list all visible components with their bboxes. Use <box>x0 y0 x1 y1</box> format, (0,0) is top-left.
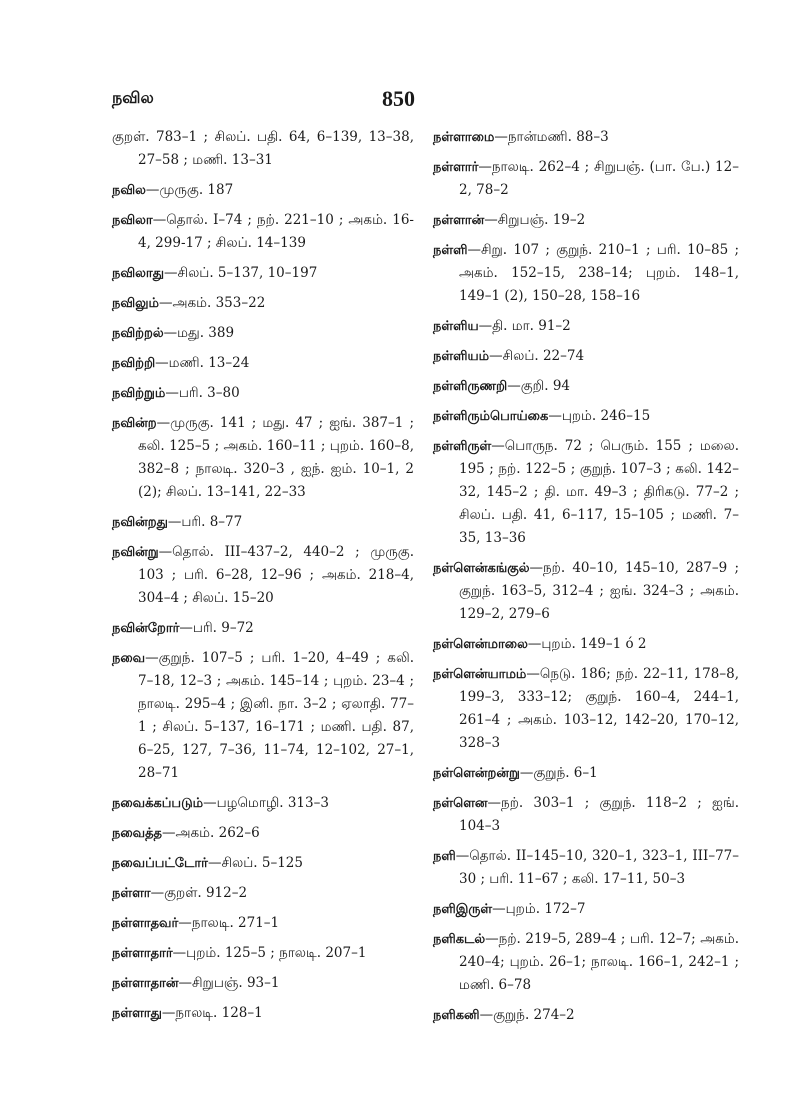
entry-references: —தொல். III–437–2, 440–2 ; முருகு. 103 ; பரி. 6–28, 12–96 ; அகம். 218–4, 304–4 ; சிலப். 15–20 <box>138 544 414 606</box>
entry-references: —புறம். 172–7 <box>492 901 586 917</box>
entry-headword: நள்ளான் <box>433 213 485 228</box>
index-entry <box>433 156 739 202</box>
entry-headword: நவிலா <box>112 213 153 228</box>
entry-headword: நள்ளிருணறி <box>433 379 508 394</box>
entry-references: —அகம். 353–22 <box>159 295 266 311</box>
index-entry <box>433 792 739 838</box>
entry-headword: நள்ளிரும்பொய்கை <box>433 409 549 424</box>
entry-references: —சிலப். 5–137, 10–197 <box>164 265 318 281</box>
entry-headword: நவை <box>112 651 146 666</box>
index-entry <box>112 262 414 285</box>
index-entry <box>433 209 739 232</box>
entry-references: —மது. 389 <box>163 325 235 341</box>
index-entry <box>433 435 739 550</box>
entry-references: —நான்மணி. 88–3 <box>494 129 609 145</box>
entry-headword: நவைப்பட்டோர் <box>112 856 208 871</box>
index-entry <box>112 912 414 935</box>
entry-headword: நவைக்கப்படும் <box>112 796 204 811</box>
index-entry <box>112 972 414 995</box>
entry-references: —நாலடி. 271–1 <box>178 915 280 931</box>
entry-headword: நவைத்த <box>112 826 163 841</box>
entry-headword: நள்ளாதான் <box>112 976 179 991</box>
right-column <box>433 126 739 1034</box>
index-entry <box>433 239 739 308</box>
entry-references: —குறுந். 107–5 ; பரி. 1–20, 4–49 ; கலி. 7–18, 12–3 ; அகம். 145–14 ; புறம். 23–4 ; நாலடி. 295–4 ; இனி. நா. 3–2 ; ஏலாதி. 77–1 ; சிலப். 5–137, 16–171 ; மணி. பதி. 87, 6–25, 127, 7–36, 11–74, 12–102, 27–1, 28–71 <box>138 650 414 781</box>
entry-references: —பரி. 9–72 <box>179 620 254 636</box>
index-entry <box>112 822 414 845</box>
entry-references: —புறம். 246–15 <box>548 408 651 424</box>
entry-headword: நளிகனி <box>433 1008 480 1023</box>
index-entry <box>433 1004 739 1027</box>
left-column <box>112 126 414 1032</box>
entry-headword: நளிஇருள் <box>433 902 493 917</box>
index-entry <box>433 126 739 149</box>
index-entry <box>112 617 414 640</box>
entry-headword: நள்ளியம் <box>433 349 490 364</box>
entry-references: —குறி. 94 <box>507 378 571 394</box>
entry-references: —நெடு. 186; நற். 22–11, 178–8, 199–3, 333–12; குறுந். 160–4, 244–1, 261–4 ; அகம். 103–12, 142–20, 170–12, 328–3 <box>459 666 739 751</box>
index-entry <box>112 412 414 504</box>
entry-headword: நவில <box>112 183 146 198</box>
entry-references: —பொருந. 72 ; பெரும். 155 ; மலை. 195 ; நற். 122–5 ; குறுந். 107–3 ; கலி. 142–32, 145–2 ; தி. மா. 49–3 ; திரிகடு. 77–2 ; சிலப். பதி. 41, 6–117, 15–105 ; மணி. 7–35, 13–36 <box>459 438 739 546</box>
entry-headword: நவிற்றும் <box>112 386 166 401</box>
entry-headword: நவின்றது <box>112 515 168 530</box>
index-entry <box>112 792 414 815</box>
index-entry <box>433 375 739 398</box>
page-number: 850 <box>382 86 415 111</box>
entry-references: —குறுந். 6–1 <box>519 765 598 781</box>
index-entry <box>433 633 739 656</box>
index-entry <box>112 647 414 785</box>
running-head-word: நவில <box>112 88 154 107</box>
entry-references: —குறுந். 274–2 <box>479 1007 575 1023</box>
entry-references: —சிறுபஞ். 19–2 <box>484 212 586 228</box>
entry-headword: நள்ளாது <box>112 1006 162 1021</box>
entry-headword: நள்ளென்கங்குல் <box>433 561 530 576</box>
entry-references: —சிலப். 22–74 <box>489 348 585 364</box>
entry-references: —தி. மா. 91–2 <box>478 318 571 334</box>
entry-references: —நற். 303–1 ; குறுந். 118–2 ; ஐங். 104–3 <box>459 795 739 834</box>
index-entry <box>112 1002 414 1025</box>
index-entry <box>112 511 414 534</box>
index-entry <box>112 852 414 875</box>
entry-references: —தொல். II–145–10, 320–1, 323–1, III–77–30 ; பரி. 11–67 ; கலி. 17–11, 50–3 <box>455 848 739 887</box>
entry-references: —மணி. 13–24 <box>155 355 250 371</box>
entry-references: —குறள். 912–2 <box>150 885 248 901</box>
index-entry <box>433 557 739 626</box>
entry-references: —சிறு. 107 ; குறுந். 210–1 ; பரி. 10–85 ; அகம். 152–15, 238–14; புறம். 148–1, 149–1 (2), 150–28, 158–16 <box>459 242 739 304</box>
index-entry <box>433 928 739 997</box>
index-entry <box>112 882 414 905</box>
entry-headword: நள்ளென்யாமம் <box>433 667 527 682</box>
index-entry <box>433 762 739 785</box>
entry-headword: நவின்ற <box>112 416 157 431</box>
entry-headword: நள்ளென்றன்று <box>433 766 520 781</box>
index-entry <box>433 663 739 755</box>
entry-references: —முருகு. 141 ; மது. 47 ; ஐங். 387–1 ; கலி. 125–5 ; அகம். 160–11 ; புறம். 160–8, 382–8 ; நாலடி. 320–3 , ஐந். ஐம். 10–1, 2 (2); சிலப். 13–141, 22–33 <box>138 415 414 500</box>
entry-references: குறள். 783–1 ; சிலப். பதி. 64, 6–139, 13–38, 27–58 ; மணி. 13–31 <box>112 129 414 168</box>
entry-headword: நவிற்றல் <box>112 326 164 341</box>
entry-headword: நள்ளாதவர் <box>112 916 179 931</box>
entry-headword: நவிற்றி <box>112 356 156 371</box>
entry-references: —முருகு. 187 <box>145 182 234 198</box>
entry-references: —புறம். 125–5 ; நாலடி. 207–1 <box>172 945 367 961</box>
index-entry <box>112 352 414 375</box>
index-entry <box>112 942 414 965</box>
entry-references: —பரி. 3–80 <box>165 385 240 401</box>
entry-headword: நவிலும் <box>112 296 159 311</box>
index-entry <box>433 315 739 338</box>
entry-headword: நள்ளாதார் <box>112 946 173 961</box>
index-entry <box>112 126 414 172</box>
entry-references: —நற். 40–10, 145–10, 287–9 ; குறுந். 163–5, 312–4 ; ஐங். 324–3 ; அகம். 129–2, 279–6 <box>459 560 739 622</box>
entry-headword: நளிகடல் <box>433 932 486 947</box>
entry-headword: நளி <box>433 849 456 864</box>
entry-references: —அகம். 262–6 <box>162 825 260 841</box>
entry-references: —தொல். I–74 ; நற். 221–10 ; அகம். 16-4, 299-17 ; சிலப். 14–139 <box>138 212 414 251</box>
entry-headword: நவின்றோர் <box>112 621 180 636</box>
entry-headword: நள்ளாமை <box>433 130 495 145</box>
entry-headword: நள்ளா <box>112 886 151 901</box>
index-entry <box>433 345 739 368</box>
index-entry <box>112 179 414 202</box>
entry-headword: நள்ளென்மாலை <box>433 637 528 652</box>
entry-references: —பழமொழி. 313–3 <box>203 795 329 811</box>
entry-references: —புறம். 149–1 ó 2 <box>527 636 647 652</box>
index-entry <box>433 898 739 921</box>
entry-headword: நள்ளென <box>433 796 488 811</box>
entry-headword: நள்ளி <box>433 243 468 258</box>
entry-references: —நாலடி. 128–1 <box>161 1005 263 1021</box>
entry-references: —நற். 219–5, 289–4 ; பரி. 12–7; அகம். 240–4; புறம். 26–1; நாலடி. 166–1, 242–1 ; மணி. 6–78 <box>459 931 739 993</box>
entry-headword: நள்ளிருள் <box>433 439 492 454</box>
entry-headword: நவின்று <box>112 545 159 560</box>
entry-references: —நாலடி. 262–4 ; சிறுபஞ். (பா. பே.) 12–2, 78–2 <box>459 159 739 198</box>
index-entry <box>112 292 414 315</box>
index-entry <box>433 405 739 428</box>
entry-headword: நள்ளிய <box>433 319 479 334</box>
entry-headword: நவிலாது <box>112 266 164 281</box>
entry-references: —சிறுபஞ். 93–1 <box>178 975 280 991</box>
index-entry <box>112 382 414 405</box>
entry-references: —சிலப். 5–125 <box>207 855 303 871</box>
index-entry <box>112 209 414 255</box>
index-entry <box>112 541 414 610</box>
index-entry <box>112 322 414 345</box>
index-entry <box>433 845 739 891</box>
entry-headword: நள்ளார் <box>433 160 479 175</box>
entry-references: —பரி. 8–77 <box>167 514 243 530</box>
